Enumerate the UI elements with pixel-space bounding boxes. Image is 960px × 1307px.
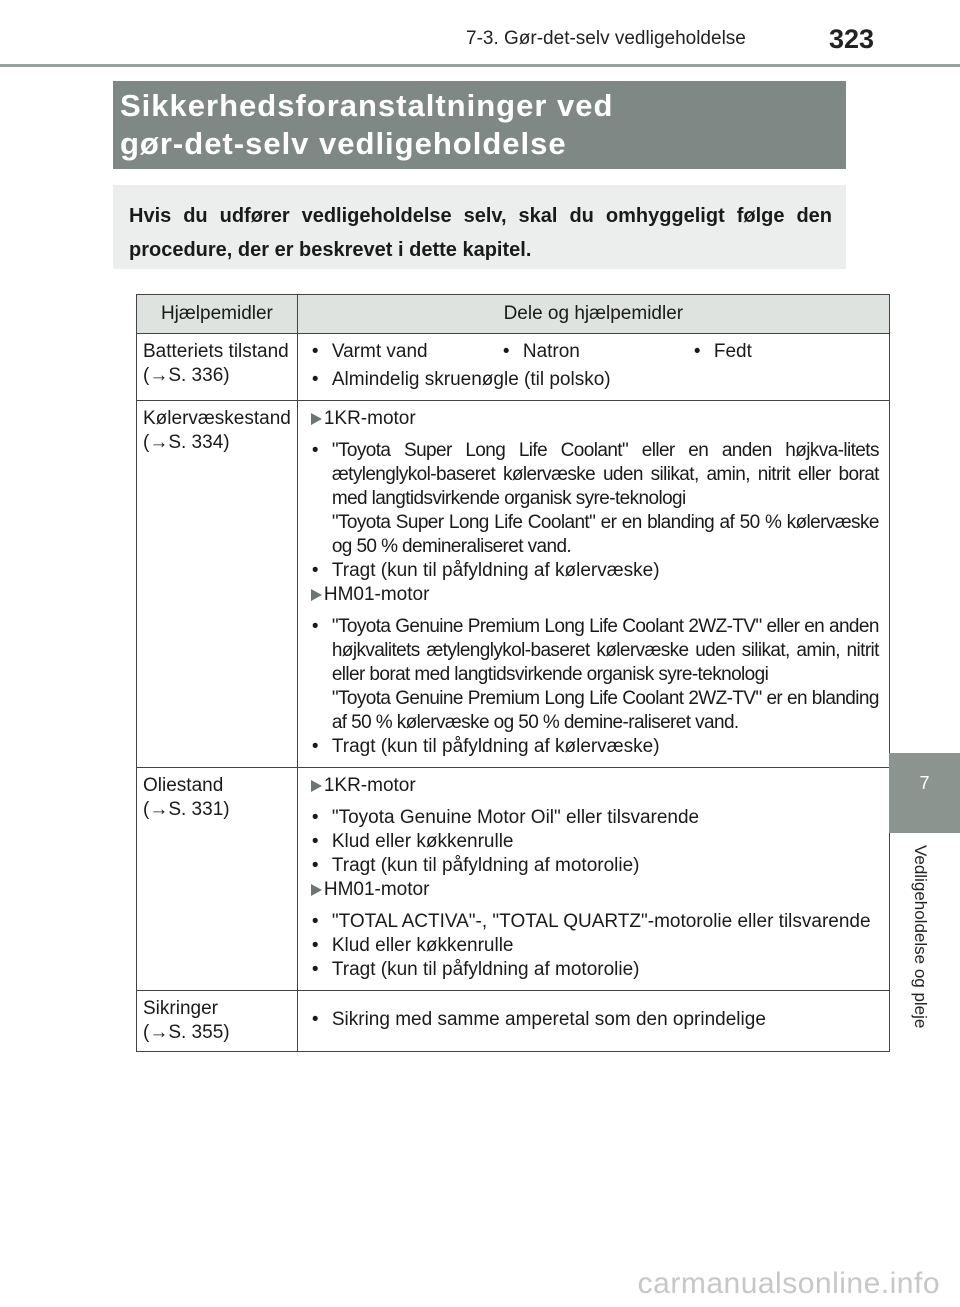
intro-box: Hvis du udfører vedligeholdelse selv, skal du omhyggeligt følge den procedure, der er beskrevet i dette kapitel. bbox=[113, 185, 846, 269]
coolant-1kr-mix: "Toyota Super Long Life Coolant" er en blanding af 50 % kølervæske og 50 % demineraliseret vand. bbox=[331, 512, 879, 557]
battery-label-text: Batteriets tilstand bbox=[143, 341, 289, 362]
watermark-area bbox=[0, 1267, 960, 1307]
list-item: • Klud eller køkkenrulle bbox=[306, 934, 879, 958]
page-number: 323 bbox=[829, 24, 875, 54]
oil-parts bbox=[297, 768, 889, 991]
list-item: • Tragt (kun til påfyldning af motorolie) bbox=[306, 958, 879, 982]
header-rule bbox=[0, 64, 960, 67]
list-item: • Tragt (kun til påfyldning af kølervæske) bbox=[306, 735, 879, 759]
chapter-tab: 7 bbox=[889, 753, 960, 833]
title-line-2: gør-det-selv vedligeholdelse bbox=[120, 126, 567, 161]
oil-page-ref: (→S. 331) bbox=[143, 799, 230, 820]
list-item: • Almindelig skruenøgle (til polsko) bbox=[306, 368, 879, 392]
table-row-battery bbox=[137, 334, 890, 401]
fuses-label-text: Sikringer bbox=[143, 998, 218, 1019]
coolant-1kr-spec: "Toyota Super Long Life Coolant" eller en anden højkva-litets ætylenglykol-baseret kølervæske uden silikat, amin, nitrit eller borat med langtidsvirkende organisk syre-teknologi bbox=[331, 440, 879, 509]
list-item: • Natron bbox=[497, 340, 688, 364]
fuses-page-ref: (→S. 355) bbox=[143, 1022, 230, 1043]
battery-page-ref: (→S. 336) bbox=[143, 365, 230, 386]
chapter-side-label: Vedligeholdelse og pleje bbox=[911, 845, 930, 1029]
table-header-row bbox=[137, 295, 890, 334]
oil-label bbox=[137, 768, 298, 991]
list-item: • Fedt bbox=[688, 340, 879, 364]
list-item bbox=[306, 615, 879, 735]
battery-item-row bbox=[306, 340, 879, 364]
coolant-label-text: Kølervæskestand bbox=[143, 408, 291, 429]
section-header: 7-3. Gør-det-selv vedligeholdelse bbox=[466, 28, 746, 49]
battery-label bbox=[137, 334, 298, 401]
coolant-label bbox=[137, 401, 298, 768]
list-item: • Varmt vand bbox=[306, 340, 497, 364]
list-item bbox=[306, 439, 879, 559]
fuses-label bbox=[137, 991, 298, 1052]
battery-parts bbox=[297, 334, 889, 401]
engine-heading-1kr: 1KR-motor bbox=[306, 407, 879, 431]
engine-heading-hm01: HM01-motor bbox=[306, 878, 879, 902]
watermark: carmanualsonline.info bbox=[637, 1267, 940, 1300]
list-item: • Tragt (kun til påfyldning af kølervæske) bbox=[306, 559, 879, 583]
list-item: • "Toyota Genuine Motor Oil" eller tilsvarende bbox=[306, 806, 879, 830]
tools-table bbox=[136, 294, 890, 1052]
col-header-parts: Dele og hjælpemidler bbox=[297, 295, 889, 334]
oil-label-text: Oliestand bbox=[143, 775, 224, 796]
list-item: • Sikring med samme amperetal som den oprindelige bbox=[306, 1008, 879, 1032]
title-box bbox=[113, 81, 846, 169]
coolant-page-ref: (→S. 334) bbox=[143, 432, 230, 453]
engine-heading-hm01: HM01-motor bbox=[306, 583, 879, 607]
table-row-coolant bbox=[137, 401, 890, 768]
engine-heading-1kr: 1KR-motor bbox=[306, 774, 879, 798]
coolant-parts bbox=[297, 401, 889, 768]
title-line-1: Sikkerhedsforanstaltninger ved bbox=[120, 88, 614, 123]
list-item: • Klud eller køkkenrulle bbox=[306, 830, 879, 854]
table-row-fuses bbox=[137, 991, 890, 1052]
list-item: • Tragt (kun til påfyldning af motorolie) bbox=[306, 854, 879, 878]
coolant-hm01-spec: "Toyota Genuine Premium Long Life Coolant 2WZ-TV" eller en anden højkvalitets ætylenglykol-baseret kølervæske uden silikat, amin, nitrit eller borat med langtidsvirkende organisk syre-teknologi bbox=[331, 616, 879, 685]
fuses-parts bbox=[297, 991, 889, 1052]
table-row-oil bbox=[137, 768, 890, 991]
list-item: • "TOTAL ACTIVA"-, "TOTAL QUARTZ"-motorolie eller tilsvarende bbox=[306, 910, 879, 934]
coolant-hm01-mix: "Toyota Genuine Premium Long Life Coolant 2WZ-TV" er en blanding af 50 % kølervæske og 50 % demine-raliseret vand. bbox=[331, 688, 879, 733]
col-header-tools: Hjælpemidler bbox=[137, 295, 298, 334]
